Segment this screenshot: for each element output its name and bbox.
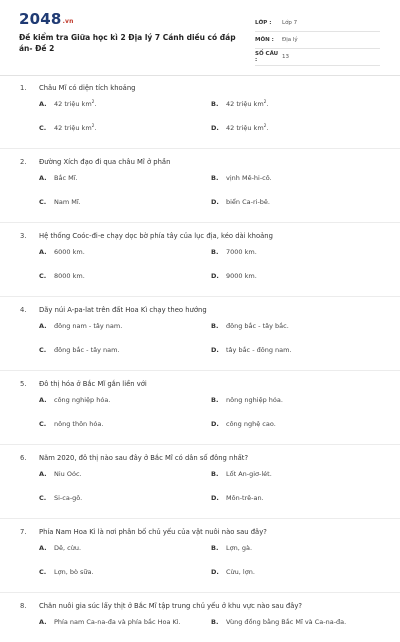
- option-text-main: công nghiệp hóa.: [54, 396, 111, 404]
- question-number: 5.: [20, 380, 27, 388]
- meta-label: LỚP :: [255, 20, 272, 26]
- option-letter: B.: [211, 544, 219, 552]
- option-superscript: 2: [91, 124, 95, 129]
- answer-option[interactable]: [39, 568, 211, 592]
- question-number: 7.: [20, 528, 27, 536]
- question-item: [0, 454, 400, 519]
- option-text: [54, 420, 103, 428]
- option-letter: C.: [39, 494, 47, 502]
- answer-options: [0, 322, 400, 370]
- option-letter: B.: [211, 174, 219, 182]
- option-text: [54, 174, 78, 182]
- answer-option[interactable]: [211, 124, 383, 148]
- question-stem: [0, 232, 400, 248]
- question-item: [0, 380, 400, 445]
- option-text-main: nông thôn hóa.: [54, 420, 104, 428]
- option-text: [226, 494, 264, 502]
- question-item: [0, 306, 400, 371]
- option-text-main: 42 triệu km: [226, 124, 264, 132]
- answer-option[interactable]: [39, 248, 211, 272]
- answer-option[interactable]: [211, 346, 383, 370]
- option-text-main: Lợn, gà.: [226, 544, 253, 552]
- question-number: 8.: [20, 602, 27, 610]
- answer-option[interactable]: [211, 272, 383, 296]
- option-superscript: 2: [263, 124, 267, 129]
- question-text: Chăn nuôi gia súc lấy thịt ở Bắc Mĩ tập trung chủ yếu ở khu vực nào sau đây?: [39, 602, 303, 610]
- option-text-main: vịnh Mê-hi-cô.: [226, 174, 272, 182]
- option-letter: D.: [211, 272, 219, 280]
- answer-option[interactable]: [39, 124, 211, 148]
- option-text-main: đông nam - tây nam.: [54, 322, 123, 330]
- option-text-tail: .: [94, 124, 97, 132]
- answer-option[interactable]: [39, 494, 211, 518]
- answer-option[interactable]: [39, 470, 211, 494]
- question-list: [0, 84, 400, 642]
- option-letter: A.: [39, 100, 47, 108]
- answer-option[interactable]: [211, 198, 383, 222]
- answer-options: [0, 544, 400, 592]
- option-letter: B.: [211, 470, 219, 478]
- answer-options: [0, 100, 400, 148]
- question-item: [0, 232, 400, 297]
- option-text-main: 42 triệu km: [54, 124, 92, 132]
- option-letter: A.: [39, 470, 47, 478]
- document-header: [0, 0, 400, 72]
- question-stem: [0, 528, 400, 544]
- option-letter: C.: [39, 198, 47, 206]
- meta-row: [255, 32, 380, 49]
- option-text: [54, 248, 85, 256]
- option-letter: D.: [211, 346, 219, 354]
- option-text: [54, 100, 97, 108]
- option-text-main: Vùng đồng bằng Bắc Mĩ và Ca-na-đa.: [226, 618, 347, 626]
- option-text: [226, 272, 257, 280]
- option-text-main: Dê, cừu.: [54, 544, 82, 552]
- site-logo[interactable]: [19, 10, 74, 28]
- meta-value: Địa lý: [282, 37, 298, 43]
- question-separator: [0, 296, 400, 297]
- option-text: [226, 322, 289, 330]
- question-text: Hệ thống Coóc-đi-e chạy dọc bờ phía tây của lục địa, kéo dài khoảng: [39, 232, 273, 240]
- answer-option[interactable]: [211, 322, 383, 346]
- option-letter: A.: [39, 544, 47, 552]
- question-separator: [0, 592, 400, 593]
- question-text: Dãy núi A-pa-lat trên đất Hoa Kì chạy theo hướng: [39, 306, 207, 314]
- option-text: [226, 124, 269, 132]
- option-text: [226, 198, 270, 206]
- answer-option[interactable]: [211, 396, 383, 420]
- question-text: Đường Xích đạo đi qua châu Mĩ ở phần: [39, 158, 171, 166]
- meta-label: MÔN :: [255, 37, 274, 43]
- question-separator: [0, 370, 400, 371]
- option-letter: D.: [211, 568, 219, 576]
- question-stem: [0, 84, 400, 100]
- option-text-main: nông nghiệp hóa.: [226, 396, 283, 404]
- question-item: [0, 158, 400, 223]
- option-text: [226, 568, 255, 576]
- option-text: [226, 420, 276, 428]
- answer-option[interactable]: [211, 568, 383, 592]
- question-separator: [0, 444, 400, 445]
- question-item: [0, 84, 400, 149]
- question-item: [0, 602, 400, 642]
- logo-main: 2048: [19, 10, 62, 28]
- option-letter: D.: [211, 124, 219, 132]
- option-text-main: 7000 km.: [226, 248, 257, 256]
- option-text-main: Lốt An-giơ-lét.: [226, 470, 272, 478]
- option-text: [226, 100, 269, 108]
- answer-option[interactable]: [211, 248, 383, 272]
- option-text-main: Lợn, bò sữa.: [54, 568, 94, 576]
- question-text: Năm 2020, đô thị nào sau đây ở Bắc Mĩ có dân số đông nhất?: [39, 454, 249, 462]
- answer-option[interactable]: [211, 470, 383, 494]
- option-text: [54, 618, 181, 626]
- option-text: [54, 346, 120, 354]
- option-text: [226, 248, 257, 256]
- answer-option[interactable]: [39, 346, 211, 370]
- option-text-main: Si-ca-gô.: [54, 494, 83, 502]
- answer-options: [0, 248, 400, 296]
- meta-row: [255, 15, 380, 32]
- question-number: 4.: [20, 306, 27, 314]
- question-separator: [0, 518, 400, 519]
- answer-option[interactable]: [39, 396, 211, 420]
- question-number: 6.: [20, 454, 27, 462]
- option-text-main: Cừu, lợn.: [226, 568, 255, 576]
- option-text: [54, 568, 94, 576]
- option-text-main: Bắc Mĩ.: [54, 174, 78, 182]
- option-text: [226, 618, 346, 626]
- question-text: Phía Nam Hoa Kì là nơi phân bố chủ yếu của vật nuôi nào sau đây?: [39, 528, 267, 536]
- answer-option[interactable]: [211, 618, 383, 642]
- option-text: [226, 470, 272, 478]
- question-number: 1.: [20, 84, 27, 92]
- option-text-main: 9000 km.: [226, 272, 257, 280]
- question-number: 2.: [20, 158, 27, 166]
- option-text-main: Môn-trê-an.: [226, 494, 264, 502]
- option-superscript: 2: [91, 100, 95, 105]
- question-stem: [0, 602, 400, 618]
- option-text: [54, 272, 85, 280]
- option-text: [54, 124, 97, 132]
- answer-options: [0, 396, 400, 444]
- answer-options: [0, 470, 400, 518]
- option-letter: D.: [211, 420, 219, 428]
- option-text: [54, 494, 82, 502]
- meta-value: Lớp 7: [282, 20, 298, 26]
- meta-row: [255, 49, 380, 66]
- option-letter: C.: [39, 420, 47, 428]
- option-text-main: tây bắc - đông nam.: [226, 346, 292, 354]
- option-letter: C.: [39, 568, 47, 576]
- answer-option[interactable]: [211, 100, 383, 124]
- option-text-main: Phía nam Ca-na-đa và phía bắc Hoa Kì.: [54, 618, 181, 626]
- answer-options: [0, 174, 400, 222]
- answer-option[interactable]: [211, 420, 383, 444]
- answer-option[interactable]: [211, 494, 383, 518]
- answer-option[interactable]: [39, 322, 211, 346]
- option-letter: C.: [39, 346, 47, 354]
- option-letter: C.: [39, 124, 47, 132]
- question-text: Đô thị hóa ở Bắc Mĩ gắn liền với: [39, 380, 147, 388]
- option-letter: C.: [39, 272, 47, 280]
- option-text-tail: .: [266, 100, 269, 108]
- option-text-main: công nghệ cao.: [226, 420, 276, 428]
- answer-option[interactable]: [39, 198, 211, 222]
- option-letter: A.: [39, 396, 47, 404]
- option-text-main: đông bắc - tây bắc.: [226, 322, 289, 330]
- meta-label: SỐ CÂU :: [255, 51, 279, 63]
- option-text-main: Niu Oóc.: [54, 470, 82, 478]
- answer-option[interactable]: [39, 100, 211, 124]
- option-text: [54, 544, 81, 552]
- option-text-main: 6000 km.: [54, 248, 85, 256]
- option-letter: B.: [211, 322, 219, 330]
- option-text-main: 42 triệu km: [226, 100, 264, 108]
- option-text-main: biển Ca-ri-bê.: [226, 198, 270, 206]
- option-letter: A.: [39, 322, 47, 330]
- question-item: [0, 528, 400, 593]
- option-text: [226, 346, 292, 354]
- answer-options: [0, 618, 400, 642]
- question-stem: [0, 306, 400, 322]
- option-letter: B.: [211, 100, 219, 108]
- option-text: [226, 544, 252, 552]
- question-stem: [0, 454, 400, 470]
- option-letter: A.: [39, 174, 47, 182]
- option-text: [54, 470, 82, 478]
- option-letter: A.: [39, 248, 47, 256]
- document-title: Đề kiểm tra Giữa học kì 2 Địa lý 7 Cánh diều có đáp án- Đề 2: [19, 33, 236, 53]
- option-text-tail: .: [94, 100, 97, 108]
- option-letter: B.: [211, 248, 219, 256]
- option-superscript: 2: [263, 100, 267, 105]
- question-separator: [0, 148, 400, 149]
- answer-option[interactable]: [211, 544, 383, 568]
- question-stem: [0, 158, 400, 174]
- option-letter: B.: [211, 618, 219, 626]
- option-letter: B.: [211, 396, 219, 404]
- option-text: [226, 174, 272, 182]
- option-letter: D.: [211, 494, 219, 502]
- option-text: [54, 322, 122, 330]
- answer-option[interactable]: [39, 618, 211, 642]
- answer-option[interactable]: [39, 544, 211, 568]
- option-text: [54, 396, 110, 404]
- answer-option[interactable]: [39, 272, 211, 296]
- option-letter: A.: [39, 618, 47, 626]
- logo-suffix: .vn: [62, 18, 74, 25]
- option-text: [54, 198, 81, 206]
- header-divider: [0, 75, 400, 76]
- question-separator: [0, 222, 400, 223]
- option-text-main: 42 triệu km: [54, 100, 92, 108]
- question-stem: [0, 380, 400, 396]
- answer-option[interactable]: [211, 174, 383, 198]
- document-meta: [255, 15, 380, 66]
- option-letter: D.: [211, 198, 219, 206]
- question-text: Châu Mĩ có diện tích khoảng: [39, 84, 136, 92]
- option-text-main: Nam Mĩ.: [54, 198, 81, 206]
- meta-value: 13: [282, 54, 289, 60]
- option-text-tail: .: [266, 124, 269, 132]
- answer-option[interactable]: [39, 174, 211, 198]
- answer-option[interactable]: [39, 420, 211, 444]
- option-text-main: 8000 km.: [54, 272, 85, 280]
- option-text-main: đông bắc - tây nam.: [54, 346, 120, 354]
- option-text: [226, 396, 283, 404]
- question-number: 3.: [20, 232, 27, 240]
